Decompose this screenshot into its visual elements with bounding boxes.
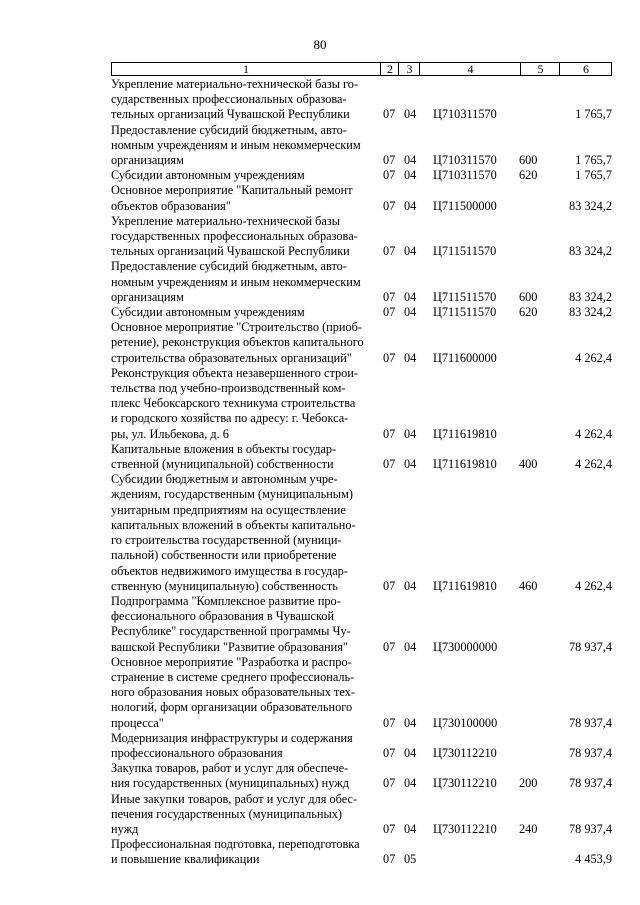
row-description (111, 594, 375, 655)
description-line: капитальных вложений в объекты капитально- (111, 517, 356, 532)
subsection-code: 04 (404, 457, 417, 472)
amount: 78 937,4 (568, 821, 612, 836)
description-line: государственных профессиональных образова- (111, 229, 358, 244)
description-line: сударственных профессиональных образова- (111, 92, 347, 107)
amount: 4 262,4 (575, 350, 612, 365)
amount: 78 937,4 (568, 639, 612, 654)
section-code: 07 (383, 305, 396, 320)
expense-type-code: 460 (519, 578, 538, 593)
table-row (111, 594, 621, 655)
table-header (111, 62, 612, 76)
description-line: объектов образования" (111, 198, 231, 213)
table-row (111, 320, 621, 366)
target-article-code: Ц710311570 (433, 153, 497, 168)
section-code: 07 (383, 457, 396, 472)
table-row (111, 214, 621, 260)
description-line: ственную (муниципальную) собственность (111, 578, 338, 593)
description-line: Профессиональная подготовка, переподготовка (111, 837, 360, 852)
target-article-code: Ц730112210 (433, 745, 497, 760)
description-line: номным учреждениям и иным некоммерческим (111, 274, 361, 289)
description-line: Основное мероприятие "Капитальный ремонт (111, 183, 353, 198)
expense-type-code: 200 (519, 776, 538, 791)
description-line: вашской Республики "Развитие образования" (111, 639, 348, 654)
row-description (111, 442, 375, 472)
header-col-5: 5 (520, 63, 560, 75)
description-line: организациям (111, 289, 184, 304)
subsection-code: 04 (404, 776, 417, 791)
description-line: плекс Чебоксарского техникума строительства (111, 396, 356, 411)
target-article-code: Ц711600000 (433, 350, 497, 365)
row-description (111, 305, 375, 320)
description-line: пальной) собственности или приобретение (111, 548, 337, 563)
expense-type-code: 400 (519, 457, 538, 472)
description-line: номным учреждениям и иным некоммерческим (111, 137, 361, 152)
amount: 1 765,7 (575, 107, 612, 122)
table-row (111, 792, 621, 838)
description-line: и повышение квалификации (111, 852, 260, 867)
header-col-1: 1 (243, 62, 249, 76)
subsection-code: 04 (404, 821, 417, 836)
amount: 1 765,7 (575, 153, 612, 168)
row-description (111, 761, 375, 791)
table-row (111, 123, 621, 169)
subsection-code: 04 (404, 168, 417, 183)
description-line: Укрепление материально-технической базы го- (111, 77, 359, 91)
subsection-code: 04 (404, 244, 417, 259)
target-article-code: Ц730112210 (433, 776, 497, 791)
section-code: 07 (383, 821, 396, 836)
table-row (111, 183, 621, 213)
amount: 78 937,4 (568, 745, 612, 760)
table-row (111, 655, 621, 731)
description-line: печения государственных (муниципальных) (111, 806, 342, 821)
target-article-code: Ц711511570 (433, 289, 497, 304)
expense-type-code: 240 (519, 821, 538, 836)
expense-type-code: 620 (519, 168, 538, 183)
description-line: Укрепление материально-технической базы (111, 213, 340, 228)
amount: 1 765,7 (575, 168, 612, 183)
amount: 4 453,9 (575, 852, 612, 867)
section-code: 07 (383, 776, 396, 791)
table-row (111, 472, 621, 594)
table-row (111, 761, 621, 791)
description-line: Капитальные вложения в объекты государ- (111, 441, 337, 456)
amount: 83 324,2 (568, 244, 612, 259)
description-line: Предоставление субсидий бюджетным, авто- (111, 259, 347, 274)
description-line: Основное мероприятие "Строительство (приоб- (111, 320, 362, 335)
description-line: тельных организаций Чувашской Республики (111, 244, 350, 259)
description-line: Субсидии бюджетным и автономным учре- (111, 472, 338, 487)
row-description (111, 123, 375, 169)
description-line: профессионального образования (111, 745, 283, 760)
description-line: Республике" государственной программы Чу- (111, 624, 351, 639)
subsection-code: 05 (404, 852, 417, 867)
description-line: и городского хозяйства по адресу: г. Чебокса- (111, 411, 349, 426)
subsection-code: 04 (404, 578, 417, 593)
description-line: объектов недвижимого имущества в государ- (111, 563, 348, 578)
amount: 4 262,4 (575, 426, 612, 441)
subsection-code: 04 (404, 107, 417, 122)
row-description (111, 320, 375, 366)
budget-table (111, 77, 621, 868)
section-code: 07 (383, 198, 396, 213)
section-code: 07 (383, 168, 396, 183)
target-article-code: Ц711619810 (433, 426, 497, 441)
amount: 83 324,2 (568, 289, 612, 304)
description-line: Субсидии автономным учреждениям (111, 305, 305, 320)
section-code: 07 (383, 578, 396, 593)
subsection-code: 04 (404, 289, 417, 304)
header-col-2: 2 (380, 63, 399, 75)
amount: 4 262,4 (575, 578, 612, 593)
description-line: ственной (муниципальной) собственности (111, 457, 334, 472)
description-line: тельных организаций Чувашской Республики (111, 107, 350, 122)
row-description (111, 472, 375, 594)
row-description (111, 792, 375, 838)
description-line: унитарным предприятиям на осуществление (111, 502, 346, 517)
row-description (111, 731, 375, 761)
page-number: 80 (313, 37, 327, 52)
row-description (111, 168, 375, 183)
description-line: странение в системе среднего профессиональ- (111, 669, 355, 684)
target-article-code: Ц730000000 (433, 639, 498, 654)
amount: 83 324,2 (568, 198, 612, 213)
description-line: ния государственных (муниципальных) нужд (111, 776, 350, 791)
description-line: Реконструкция объекта незавершенного строи- (111, 365, 358, 380)
target-article-code: Ц711511570 (433, 305, 497, 320)
description-line: Предоставление субсидий бюджетным, авто- (111, 122, 347, 137)
description-line: организациям (111, 153, 184, 168)
row-description (111, 214, 375, 260)
table-row (111, 837, 621, 867)
section-code: 07 (383, 244, 396, 259)
amount: 78 937,4 (568, 776, 612, 791)
description-line: строительства образовательных организаций" (111, 350, 352, 365)
row-description (111, 655, 375, 731)
table-row (111, 259, 621, 305)
section-code: 07 (383, 745, 396, 760)
row-description (111, 366, 375, 442)
description-line: нологий, форм организации образовательного (111, 700, 353, 715)
section-code: 07 (383, 426, 396, 441)
target-article-code: Ц730100000 (433, 715, 498, 730)
description-line: Закупка товаров, работ и услуг для обеспече- (111, 761, 349, 776)
table-row (111, 77, 621, 123)
subsection-code: 04 (404, 745, 417, 760)
row-description (111, 259, 375, 305)
section-code: 07 (383, 350, 396, 365)
target-article-code: Ц710311570 (433, 168, 497, 183)
expense-type-code: 620 (519, 305, 538, 320)
description-line: Иные закупки товаров, работ и услуг для обес- (111, 791, 358, 806)
section-code: 07 (383, 639, 396, 654)
subsection-code: 04 (404, 305, 417, 320)
section-code: 07 (383, 107, 396, 122)
header-col-6: 6 (559, 63, 612, 75)
description-line: Модернизация инфраструктуры и содержания (111, 730, 353, 745)
table-row (111, 731, 621, 761)
row-description (111, 837, 375, 867)
table-row (111, 305, 621, 320)
row-description (111, 77, 375, 123)
row-description (111, 183, 375, 213)
target-article-code: Ц730112210 (433, 821, 497, 836)
expense-type-code: 600 (519, 153, 538, 168)
section-code: 07 (383, 852, 396, 867)
amount: 83 324,2 (568, 305, 612, 320)
amount: 4 262,4 (575, 457, 612, 472)
table-row (111, 366, 621, 442)
description-line: процесса" (111, 715, 164, 730)
amount: 78 937,4 (568, 715, 612, 730)
target-article-code: Ц710311570 (433, 107, 497, 122)
description-line: фессионального образования в Чувашской (111, 609, 335, 624)
expense-type-code: 600 (519, 289, 538, 304)
table-row (111, 442, 621, 472)
description-line: ного образования новых образовательных тех- (111, 685, 355, 700)
header-col-4: 4 (419, 63, 521, 75)
description-line: го строительства государственной (муници- (111, 533, 342, 548)
subsection-code: 04 (404, 198, 417, 213)
section-code: 07 (383, 153, 396, 168)
section-code: 07 (383, 289, 396, 304)
description-line: Субсидии автономным учреждениям (111, 168, 305, 183)
header-col-3: 3 (398, 63, 420, 75)
description-line: ждениям, государственным (муниципальным) (111, 487, 353, 502)
section-code: 07 (383, 715, 396, 730)
subsection-code: 04 (404, 639, 417, 654)
target-article-code: Ц711619810 (433, 457, 497, 472)
target-article-code: Ц711511570 (433, 244, 497, 259)
subsection-code: 04 (404, 715, 417, 730)
description-line: ретение), реконструкция объектов капитального (111, 335, 364, 350)
table-row (111, 168, 621, 183)
description-line: тельства под учебно-производственный ком- (111, 381, 346, 396)
description-line: Основное мероприятие "Разработка и распро- (111, 654, 352, 669)
target-article-code: Ц711500000 (433, 198, 497, 213)
description-line: Подпрограмма "Комплексное развитие про- (111, 593, 341, 608)
subsection-code: 04 (404, 426, 417, 441)
subsection-code: 04 (404, 350, 417, 365)
description-line: ры, ул. Ильбекова, д. 6 (111, 426, 229, 441)
subsection-code: 04 (404, 153, 417, 168)
target-article-code: Ц711619810 (433, 578, 497, 593)
description-line: нужд (111, 821, 139, 836)
